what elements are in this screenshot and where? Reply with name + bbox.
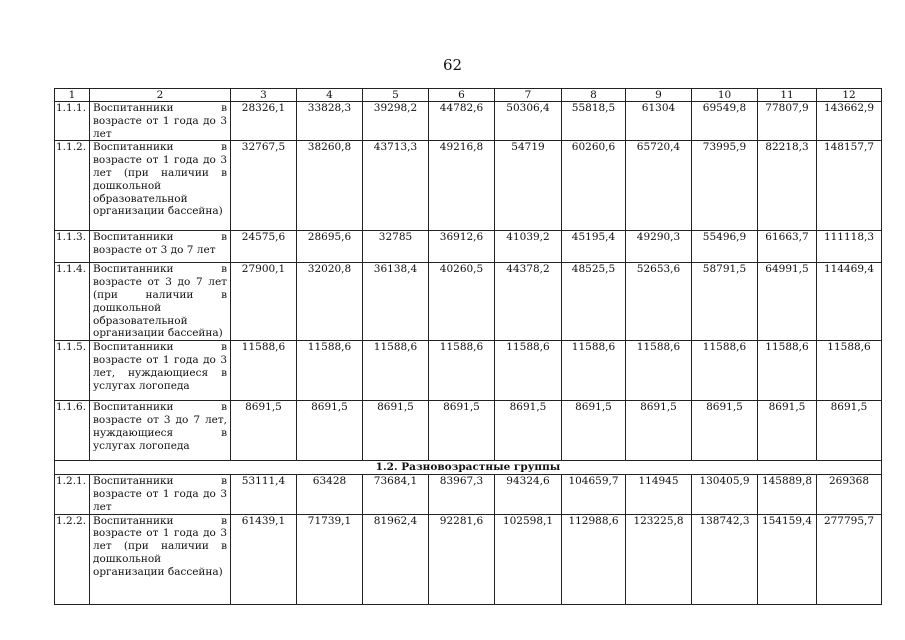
value-cell: 8691,5 [692, 401, 758, 461]
row-code: 1.1.3. [55, 231, 90, 263]
value-cell: 8691,5 [429, 401, 495, 461]
value-cell: 154159,4 [758, 514, 817, 604]
row-code: 1.1.4. [55, 263, 90, 341]
value-cell: 50306,4 [495, 102, 562, 141]
value-cell: 8691,5 [562, 401, 626, 461]
value-cell: 54719 [495, 141, 562, 231]
value-cell: 94324,6 [495, 475, 562, 514]
page-number: 62 [442, 56, 463, 74]
value-cell: 114469,4 [817, 263, 882, 341]
value-cell: 52653,6 [626, 263, 692, 341]
value-cell: 32785 [363, 231, 429, 263]
value-cell: 32020,8 [297, 263, 363, 341]
value-cell: 123225,8 [626, 514, 692, 604]
value-cell: 269368 [817, 475, 882, 514]
value-cell: 36138,4 [363, 263, 429, 341]
row-code: 1.1.1. [55, 102, 90, 141]
value-cell: 111118,3 [817, 231, 882, 263]
value-cell: 104659,7 [562, 475, 626, 514]
value-cell: 44378,2 [495, 263, 562, 341]
value-cell: 64991,5 [758, 263, 817, 341]
header-row [55, 89, 882, 102]
table-row [55, 514, 882, 604]
value-cell: 92281,6 [429, 514, 495, 604]
table-row [55, 141, 882, 231]
row-code: 1.1.2. [55, 141, 90, 231]
value-cell: 65720,4 [626, 141, 692, 231]
value-cell: 8691,5 [495, 401, 562, 461]
table-row [55, 102, 882, 141]
table-row [55, 341, 882, 401]
value-cell: 58791,5 [692, 263, 758, 341]
value-cell: 83967,3 [429, 475, 495, 514]
value-cell: 38260,8 [297, 141, 363, 231]
row-description: Воспитанники в возрасте от 1 года до 3 лет (при наличии в дошкольной организации бассейна) [90, 514, 231, 604]
value-cell: 8691,5 [817, 401, 882, 461]
value-cell: 49216,8 [429, 141, 495, 231]
value-cell: 44782,6 [429, 102, 495, 141]
value-cell: 36912,6 [429, 231, 495, 263]
value-cell: 63428 [297, 475, 363, 514]
row-description: Воспитанники в возрасте от 3 до 7 лет [90, 231, 231, 263]
value-cell: 60260,6 [562, 141, 626, 231]
value-cell: 82218,3 [758, 141, 817, 231]
value-cell: 148157,7 [817, 141, 882, 231]
value-cell: 24575,6 [231, 231, 297, 263]
row-description: Воспитанники в возрасте от 1 года до 3 лет [90, 475, 231, 514]
value-cell: 39298,2 [363, 102, 429, 141]
value-cell: 61304 [626, 102, 692, 141]
value-cell: 43713,3 [363, 141, 429, 231]
value-cell: 11588,6 [231, 341, 297, 401]
section-row [55, 461, 882, 475]
row-code: 1.1.5. [55, 341, 90, 401]
value-cell: 55496,9 [692, 231, 758, 263]
value-cell: 11588,6 [692, 341, 758, 401]
row-description: Воспитанники в возрасте от 3 до 7 лет (при наличии в дошкольной образовательной организации бассейна) [90, 263, 231, 341]
value-cell: 11588,6 [297, 341, 363, 401]
column-number: 2 [90, 89, 231, 102]
tariff-table [54, 88, 882, 605]
value-cell: 8691,5 [626, 401, 692, 461]
value-cell: 53111,4 [231, 475, 297, 514]
value-cell: 112988,6 [562, 514, 626, 604]
value-cell: 102598,1 [495, 514, 562, 604]
value-cell: 61439,1 [231, 514, 297, 604]
value-cell: 8691,5 [363, 401, 429, 461]
value-cell: 11588,6 [562, 341, 626, 401]
column-number: 5 [363, 89, 429, 102]
row-code: 1.2.1. [55, 475, 90, 514]
value-cell: 130405,9 [692, 475, 758, 514]
value-cell: 11588,6 [817, 341, 882, 401]
value-cell: 114945 [626, 475, 692, 514]
value-cell: 11588,6 [495, 341, 562, 401]
value-cell: 138742,3 [692, 514, 758, 604]
value-cell: 11588,6 [758, 341, 817, 401]
table-row [55, 475, 882, 514]
value-cell: 61663,7 [758, 231, 817, 263]
column-number: 3 [231, 89, 297, 102]
column-number: 6 [429, 89, 495, 102]
value-cell: 8691,5 [297, 401, 363, 461]
section-title: 1.2. Разновозрастные группы [55, 461, 882, 475]
column-number: 9 [626, 89, 692, 102]
value-cell: 55818,5 [562, 102, 626, 141]
column-number: 4 [297, 89, 363, 102]
value-cell: 33828,3 [297, 102, 363, 141]
value-cell: 41039,2 [495, 231, 562, 263]
value-cell: 73684,1 [363, 475, 429, 514]
value-cell: 77807,9 [758, 102, 817, 141]
column-number: 1 [55, 89, 90, 102]
value-cell: 45195,4 [562, 231, 626, 263]
value-cell: 11588,6 [626, 341, 692, 401]
row-code: 1.1.6. [55, 401, 90, 461]
row-code: 1.2.2. [55, 514, 90, 604]
table-row [55, 401, 882, 461]
value-cell: 143662,9 [817, 102, 882, 141]
column-number: 11 [758, 89, 817, 102]
value-cell: 8691,5 [758, 401, 817, 461]
column-number: 12 [817, 89, 882, 102]
value-cell: 28326,1 [231, 102, 297, 141]
value-cell: 81962,4 [363, 514, 429, 604]
value-cell: 11588,6 [429, 341, 495, 401]
value-cell: 8691,5 [231, 401, 297, 461]
value-cell: 27900,1 [231, 263, 297, 341]
table-row [55, 263, 882, 341]
value-cell: 69549,8 [692, 102, 758, 141]
column-number: 10 [692, 89, 758, 102]
value-cell: 49290,3 [626, 231, 692, 263]
row-description: Воспитанники в возрасте от 1 года до 3 лет, нуждающиеся в услугах логопеда [90, 341, 231, 401]
row-description: Воспитанники в возрасте от 3 до 7 лет, нуждающиеся в услугах логопеда [90, 401, 231, 461]
value-cell: 73995,9 [692, 141, 758, 231]
column-number: 8 [562, 89, 626, 102]
table-row [55, 231, 882, 263]
value-cell: 145889,8 [758, 475, 817, 514]
value-cell: 40260,5 [429, 263, 495, 341]
value-cell: 11588,6 [363, 341, 429, 401]
value-cell: 32767,5 [231, 141, 297, 231]
row-description: Воспитанники в возрасте от 1 года до 3 лет (при наличии в дошкольной образовательной организации бассейна) [90, 141, 231, 231]
column-number: 7 [495, 89, 562, 102]
value-cell: 71739,1 [297, 514, 363, 604]
value-cell: 28695,6 [297, 231, 363, 263]
row-description: Воспитанники в возрасте от 1 года до 3 лет [90, 102, 231, 141]
value-cell: 48525,5 [562, 263, 626, 341]
value-cell: 277795,7 [817, 514, 882, 604]
